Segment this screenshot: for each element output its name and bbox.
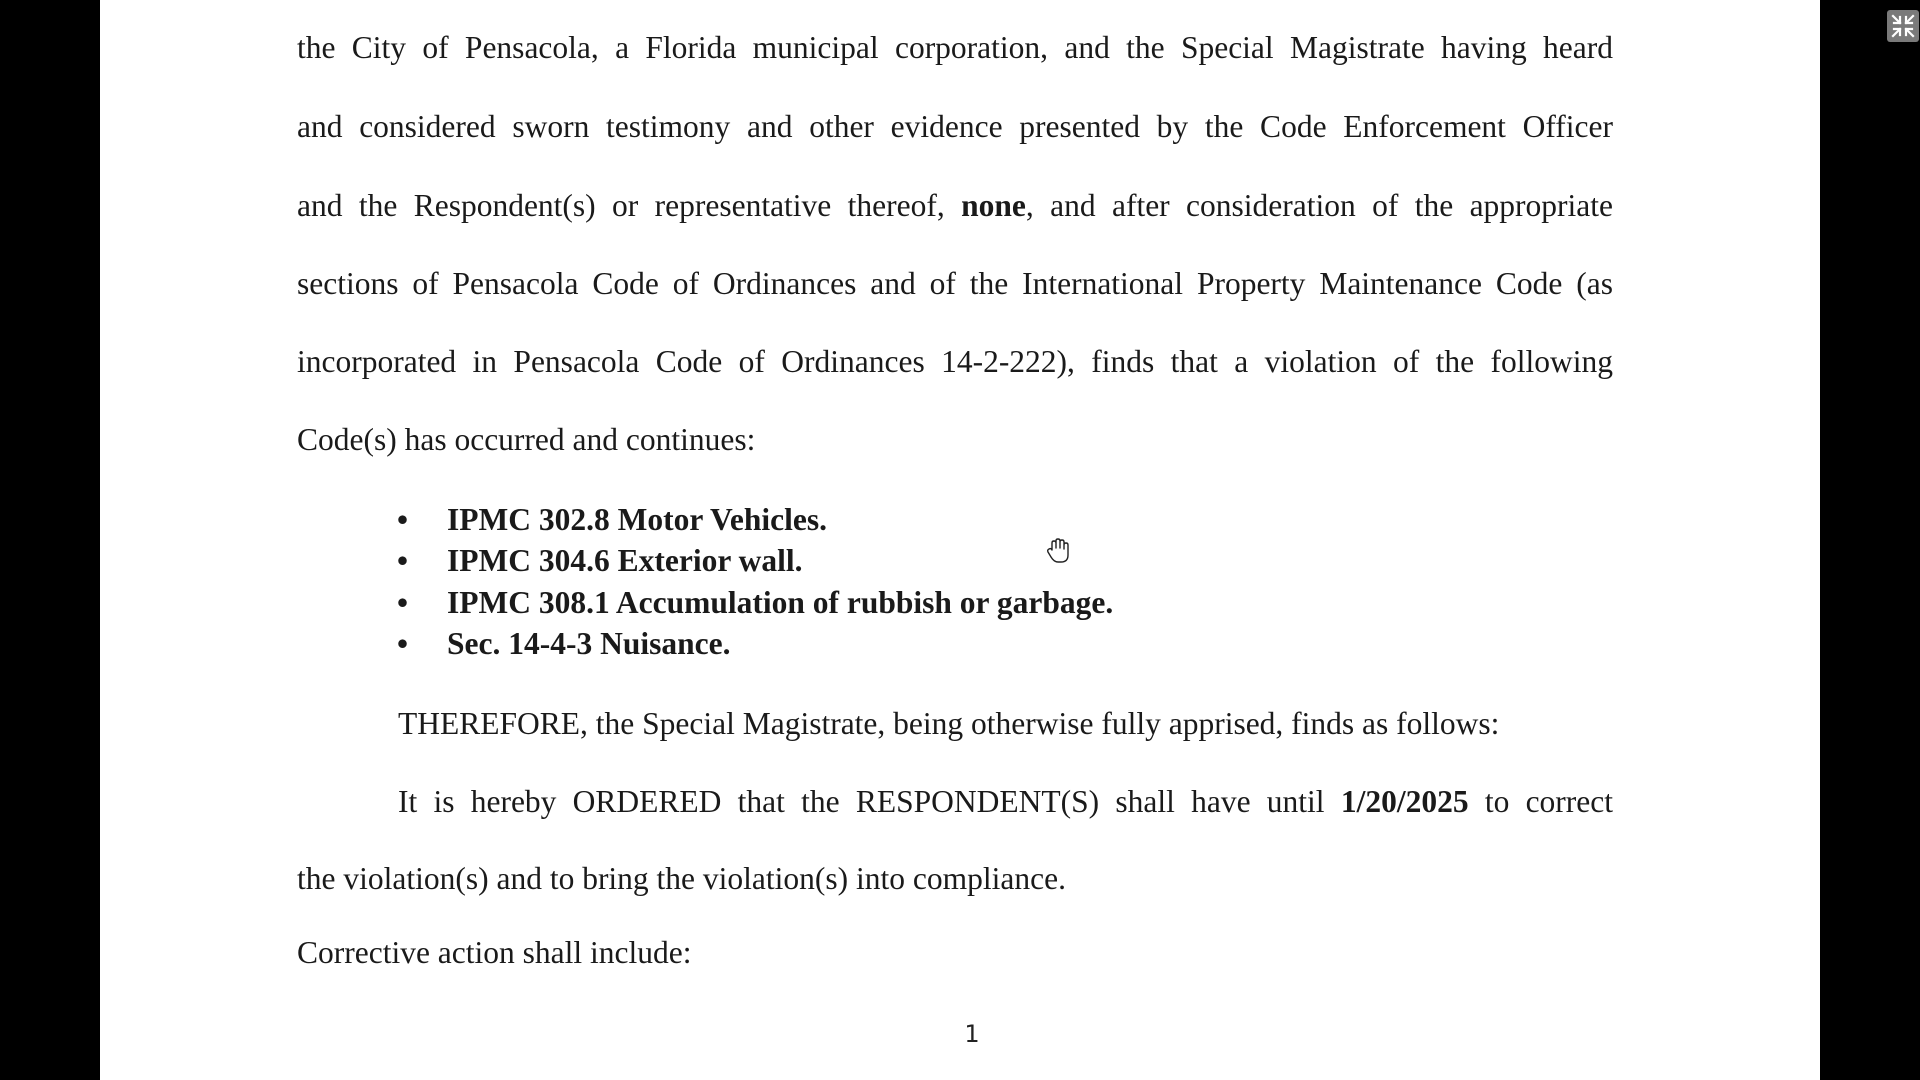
line3-text-before: and the Respondent(s) or representative thereof, xyxy=(297,188,945,223)
therefore-paragraph: THEREFORE, the Special Magistrate, being otherwise fully apprised, finds as follows: xyxy=(398,706,1500,741)
hand-cursor-icon xyxy=(1044,536,1074,566)
bullet-icon: • xyxy=(397,543,409,578)
respondent-none-bold: none xyxy=(961,188,1026,223)
order-text-after: to correct xyxy=(1484,784,1613,819)
order-line-1 xyxy=(398,782,1613,822)
violation-text: IPMC 304.6 Exterior wall. xyxy=(447,543,803,578)
paragraph-line-1: the City of Pensacola, a Florida municipal corporation, and the Special Magistrate having heard xyxy=(297,30,1613,65)
violation-text: IPMC 308.1 Accumulation of rubbish or garbage. xyxy=(447,585,1114,620)
paragraph-line-2: and considered sworn testimony and other evidence presented by the Code Enforcement Officer xyxy=(297,109,1613,144)
corrective-action-heading: Corrective action shall include: xyxy=(297,935,692,970)
compliance-date: 1/20/2025 xyxy=(1340,784,1469,819)
paragraph-line-6: Code(s) has occurred and continues: xyxy=(297,422,756,457)
order-text-before: It is hereby ORDERED that the RESPONDENT(S) shall have until xyxy=(398,784,1325,819)
line3-text-after: , and after consideration of the appropriate xyxy=(1025,188,1613,223)
document-page[interactable] xyxy=(100,0,1820,1080)
bullet-icon: • xyxy=(397,502,409,537)
paragraph-line-4: sections of Pensacola Code of Ordinances and of the International Property Maintenance Code (as xyxy=(297,266,1613,301)
exit-fullscreen-icon xyxy=(1887,10,1919,42)
paragraph-line-3 xyxy=(297,186,1613,226)
bullet-icon: • xyxy=(397,585,409,620)
order-line-2: the violation(s) and to bring the violation(s) into compliance. xyxy=(297,861,1066,896)
page-number: 1 xyxy=(964,1020,980,1048)
bullet-icon: • xyxy=(397,626,409,661)
violation-text: IPMC 302.8 Motor Vehicles. xyxy=(447,502,827,537)
exit-fullscreen-button[interactable] xyxy=(1887,10,1919,42)
paragraph-line-5: incorporated in Pensacola Code of Ordinances 14-2-222), finds that a violation of the following xyxy=(297,344,1613,379)
violation-text: Sec. 14-4-3 Nuisance. xyxy=(447,626,731,661)
